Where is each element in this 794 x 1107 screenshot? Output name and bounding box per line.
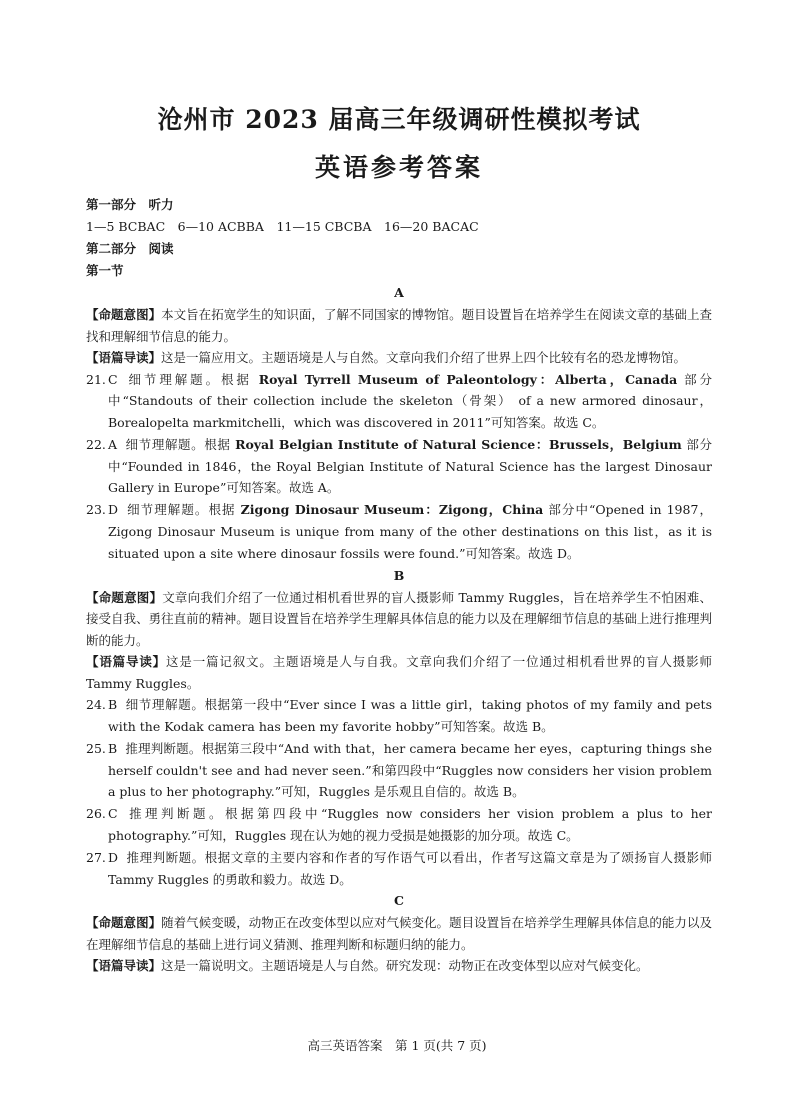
explanation-text: 部分中“Standouts of their collection include the skeleton（骨架） of a new armored dinosaur，Borealopelta markmitchelli，which was discovered in 2011”可知答案。故选 C。 [108,371,712,431]
exam-title: 沧州市 2023 届高三年级调研性模拟考试 [157,105,641,134]
section-heading: 第一节 [86,263,124,278]
guide-tag: 【语篇导读】 [86,654,167,670]
answer-letter: D [108,502,119,518]
question-24 [86,694,712,738]
passage-c-guide [86,955,712,977]
listening-answers: 1—5 BCBAC 6—10 ACBBA 11—15 CBCBA 16—20 BACAC [86,219,479,234]
explanation-text: 推理判断题。根据第三段中“And with that，her camera became her eyes，capturing things she herself couldn't see and had never seen.”和第四段中“Ruggles now considers her vision problem a plus to her photography.”可知，Ruggles 是乐观且自信的。故选 B。 [108,740,712,800]
explanation-text: 细节理解题。根据 [125,436,236,452]
explanation-text: 推理判断题。根据文章的主要内容和作者的写作语气可以看出，作者写这篇文章是为了颂扬盲人摄影师 Tammy Ruggles 的勇敢和毅力。故选 D。 [108,849,712,887]
guide-text: 这是一篇记叙文。主题语境是人与自我。文章向我们介绍了一位通过相机看世界的盲人摄影师 Tammy Ruggles。 [86,654,712,691]
intent-tag: 【命题意图】 [86,307,162,322]
question-25 [86,738,712,803]
question-number: 25. [86,740,106,756]
passage-letter-b: B [393,567,405,583]
passage-a-intent [86,304,712,347]
question-27 [86,847,712,891]
intent-tag: 【命题意图】 [86,915,162,931]
guide-text: 这是一篇说明文。主题语境是人与自然。研究发现：动物正在改变体型以应对气候变化。 [161,958,649,974]
question-22 [86,434,712,499]
answer-sheet-page [86,100,712,977]
question-23 [86,499,712,564]
question-number: 26. [86,806,106,822]
page-footer: 高三英语答案 第 1 页(共 7 页) [307,1038,487,1053]
answer-letter: B [108,697,118,713]
passage-letter-a: A [394,285,404,300]
explanation-bold: Royal Belgian Institute of Natural Science：Brussels，Belgium [235,436,682,452]
passage-a-guide [86,347,712,369]
guide-text: 这是一篇应用文。主题语境是人与自然。文章向我们介绍了世界上四个比较有名的恐龙博物馆。 [161,350,687,365]
passage-c-intent [86,912,712,955]
explanation-bold: Zigong Dinosaur Museum：Zigong，China [240,502,544,518]
passage-b-intent [86,587,712,652]
question-number: 23. [86,502,106,518]
explanation-text: 细节理解题。根据 [125,371,259,387]
answer-letter: A [108,436,118,452]
question-number: 24. [86,697,106,713]
passage-letter-c: C [394,893,404,909]
question-number: 27. [86,849,106,865]
answer-letter: D [108,849,119,865]
intent-text: 文章向我们介绍了一位通过相机看世界的盲人摄影师 Tammy Ruggles，旨在培养学生不怕困难、接受自我、勇往直前的精神。题目设置旨在培养学生理解具体信息的能力以及在理解细节信息的基础上进行推理判断的能力。 [86,589,712,648]
explanation-bold: Royal Tyrrell Museum of Paleontology：Alberta，Canada [258,371,678,387]
question-number: 21. [86,371,106,387]
part1-heading: 第一部分 听力 [86,197,174,212]
guide-tag: 【语篇导读】 [86,958,162,974]
explanation-text: 部分中“Founded in 1846，the Royal Belgian Institute of Natural Science has the largest Dinosaur Gallery in Europe”可知答案。故选 A。 [108,436,712,496]
question-26 [86,803,712,847]
explanation-text: 推理判断题。根据第四段中“Ruggles now considers her vision problem a plus to her photography.”可知，Ruggles 现在认为她的视力受损是她摄影的加分项。故选 C。 [108,806,712,843]
passage-b-guide [86,651,712,694]
explanation-text: 部分中“Opened in 1987，Zigong Dinosaur Museum is unique from many of the other destinations on this list，as it is situated upon a site where dinosaur fossils were found.”可知答案。故选 D。 [108,502,712,561]
answer-letter: C [108,806,118,822]
explanation-text: 细节理解题。根据第一段中“Ever since I was a little girl，taking photos of my family and pets with the Kodak camera has been my favorite hobby”可知答案。故选 B。 [108,697,712,734]
answer-letter: B [108,740,118,756]
intent-tag: 【命题意图】 [86,589,163,605]
question-21 [86,369,712,434]
explanation-text: 细节理解题。根据 [126,502,241,518]
guide-tag: 【语篇导读】 [86,350,162,365]
intent-text: 本文旨在拓宽学生的知识面，了解不同国家的博物馆。题目设置旨在培养学生在阅读文章的基础上查找和理解细节信息的能力。 [86,307,712,344]
question-number: 22. [86,436,106,452]
intent-text: 随着气候变暖，动物正在改变体型以应对气候变化。题目设置旨在培养学生理解具体信息的能力以及在理解细节信息的基础上进行词义猜测、推理判断和标题归纳的能力。 [86,915,712,952]
document-subtitle: 英语参考答案 [314,153,483,182]
part2-heading: 第二部分 阅读 [86,241,174,256]
answer-letter: C [108,371,118,387]
